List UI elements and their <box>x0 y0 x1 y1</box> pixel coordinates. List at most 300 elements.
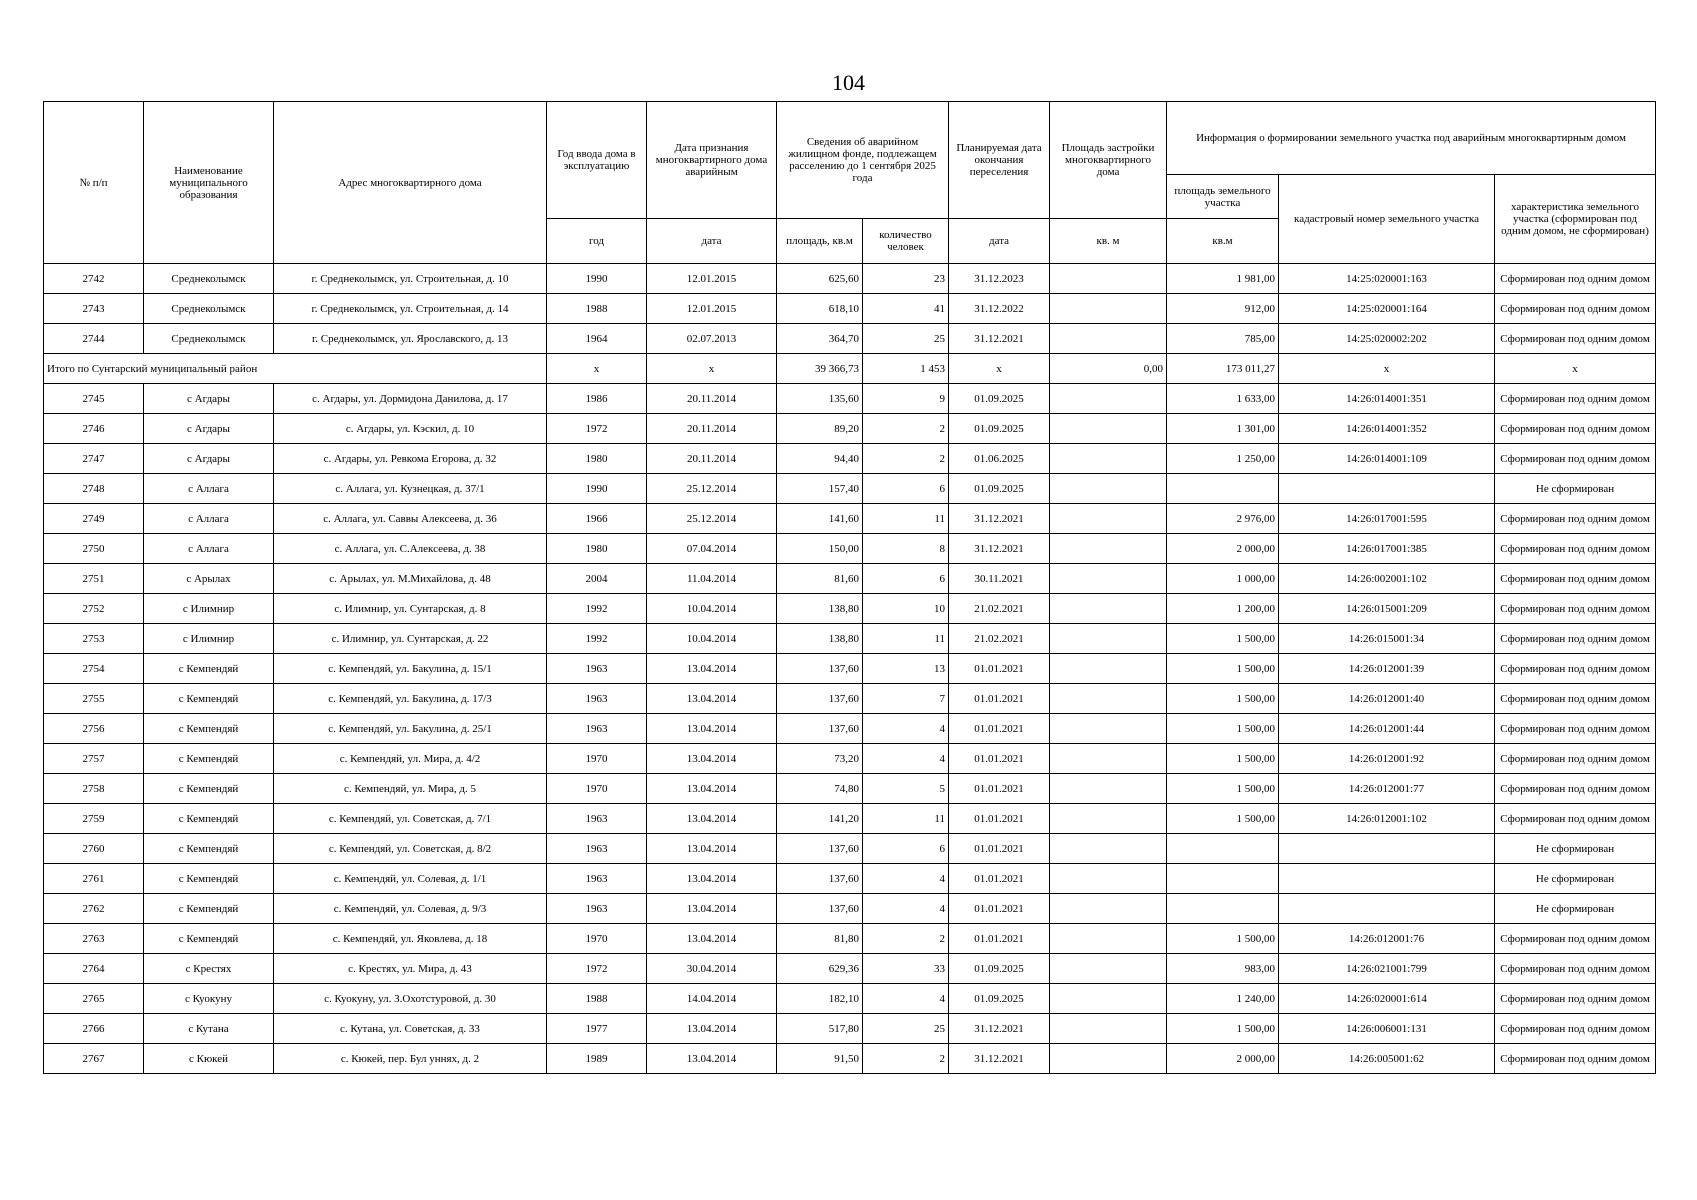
cell-building-area <box>1050 924 1167 954</box>
cell-address: с. Кемпендяй, ул. Солевая, д. 9/3 <box>274 894 547 924</box>
cell-number: 2765 <box>44 984 144 1014</box>
cell-land-area: 1 500,00 <box>1167 684 1279 714</box>
cell-address: г. Среднеколымск, ул. Строительная, д. 14 <box>274 294 547 324</box>
cell-emergency-date: 13.04.2014 <box>647 654 777 684</box>
cell-number: 2742 <box>44 264 144 294</box>
cell-number: 2758 <box>44 774 144 804</box>
cell-land-char: Сформирован под одним домом <box>1495 1044 1656 1074</box>
cell-municipality: с Арылах <box>144 564 274 594</box>
cell-people: 5 <box>863 774 949 804</box>
cell-municipality: с Кемпендяй <box>144 834 274 864</box>
cell-municipality: с Кемпендяй <box>144 864 274 894</box>
cell-planned-date: 01.01.2021 <box>949 654 1050 684</box>
cell-people: 2 <box>863 924 949 954</box>
cell-area: 73,20 <box>777 744 863 774</box>
cell-address: с. Аллага, ул. С.Алексеева, д. 38 <box>274 534 547 564</box>
cell-number: 2761 <box>44 864 144 894</box>
cell-land-char: Сформирован под одним домом <box>1495 294 1656 324</box>
cell-land-char: Сформирован под одним домом <box>1495 774 1656 804</box>
cell-area: 94,40 <box>777 444 863 474</box>
cell-municipality: с Крестях <box>144 954 274 984</box>
cell-emergency-date: 13.04.2014 <box>647 894 777 924</box>
summary-section <box>44 354 1656 384</box>
cell-building-area <box>1050 384 1167 414</box>
cell-number: 2747 <box>44 444 144 474</box>
cell-people: 2 <box>863 444 949 474</box>
cell-area: 74,80 <box>777 774 863 804</box>
table-row <box>44 684 1656 714</box>
cell-number: 2751 <box>44 564 144 594</box>
table-row <box>44 954 1656 984</box>
cell-people: 11 <box>863 624 949 654</box>
unit-area: площадь, кв.м <box>777 219 863 264</box>
cell-cadastral: 14:26:017001:595 <box>1279 504 1495 534</box>
summary-area: 39 366,73 <box>777 354 863 384</box>
cell-land-area: 1 500,00 <box>1167 924 1279 954</box>
cell-people: 33 <box>863 954 949 984</box>
cell-planned-date: 01.01.2021 <box>949 744 1050 774</box>
cell-year: 1990 <box>547 474 647 504</box>
cell-address: с. Агдары, ул. Ревкома Егорова, д. 32 <box>274 444 547 474</box>
cell-land-char: Сформирован под одним домом <box>1495 504 1656 534</box>
cell-address: с. Кемпендяй, ул. Солевая, д. 1/1 <box>274 864 547 894</box>
cell-land-char: Сформирован под одним домом <box>1495 804 1656 834</box>
cell-land-char: Сформирован под одним домом <box>1495 624 1656 654</box>
cell-area: 137,60 <box>777 654 863 684</box>
cell-municipality: с Кемпендяй <box>144 684 274 714</box>
table-row <box>44 1044 1656 1074</box>
cell-building-area <box>1050 534 1167 564</box>
cell-area: 625,60 <box>777 264 863 294</box>
cell-people: 4 <box>863 864 949 894</box>
summary-cadastral: x <box>1279 354 1495 384</box>
cell-address: с. Кемпендяй, ул. Яковлева, д. 18 <box>274 924 547 954</box>
cell-address: с. Илимнир, ул. Сунтарская, д. 8 <box>274 594 547 624</box>
cell-planned-date: 31.12.2022 <box>949 294 1050 324</box>
cell-year: 1986 <box>547 384 647 414</box>
table-row <box>44 924 1656 954</box>
cell-number: 2762 <box>44 894 144 924</box>
cell-address: с. Агдары, ул. Кэскил, д. 10 <box>274 414 547 444</box>
unit-building-sqm: кв. м <box>1050 219 1167 264</box>
cell-planned-date: 01.09.2025 <box>949 384 1050 414</box>
unit-year: год <box>547 219 647 264</box>
summary-row <box>44 354 1656 384</box>
cell-building-area <box>1050 504 1167 534</box>
cell-cadastral: 14:26:014001:109 <box>1279 444 1495 474</box>
cell-number: 2749 <box>44 504 144 534</box>
cell-land-area <box>1167 894 1279 924</box>
cell-cadastral <box>1279 894 1495 924</box>
cell-people: 4 <box>863 714 949 744</box>
cell-building-area <box>1050 654 1167 684</box>
cell-number: 2767 <box>44 1044 144 1074</box>
table-row <box>44 834 1656 864</box>
cell-planned-date: 31.12.2021 <box>949 324 1050 354</box>
unit-people: количество человек <box>863 219 949 264</box>
cell-planned-date: 01.01.2021 <box>949 684 1050 714</box>
cell-municipality: с Илимнир <box>144 594 274 624</box>
header-land-area: площадь земельного участка <box>1167 175 1279 219</box>
table-row <box>44 384 1656 414</box>
cell-emergency-date: 20.11.2014 <box>647 384 777 414</box>
table-row <box>44 444 1656 474</box>
cell-emergency-date: 25.12.2014 <box>647 474 777 504</box>
cell-area: 137,60 <box>777 684 863 714</box>
summary-plan: x <box>949 354 1050 384</box>
cell-emergency-date: 11.04.2014 <box>647 564 777 594</box>
summary-building-area: 0,00 <box>1050 354 1167 384</box>
cell-year: 1966 <box>547 504 647 534</box>
cell-cadastral <box>1279 474 1495 504</box>
cell-cadastral: 14:25:020001:163 <box>1279 264 1495 294</box>
cell-land-char: Сформирован под одним домом <box>1495 924 1656 954</box>
cell-year: 2004 <box>547 564 647 594</box>
cell-planned-date: 01.06.2025 <box>949 444 1050 474</box>
cell-emergency-date: 10.04.2014 <box>647 624 777 654</box>
cell-municipality: с Кемпендяй <box>144 654 274 684</box>
cell-land-area: 1 200,00 <box>1167 594 1279 624</box>
cell-land-char: Сформирован под одним домом <box>1495 534 1656 564</box>
cell-municipality: с Аллага <box>144 504 274 534</box>
table-row <box>44 654 1656 684</box>
cell-people: 9 <box>863 384 949 414</box>
unit-land-sqm: кв.м <box>1167 219 1279 264</box>
table-row <box>44 774 1656 804</box>
cell-land-char: Сформирован под одним домом <box>1495 384 1656 414</box>
cell-year: 1963 <box>547 654 647 684</box>
emergency-housing-table <box>43 101 1656 1074</box>
cell-people: 6 <box>863 474 949 504</box>
summary-char: x <box>1495 354 1656 384</box>
cell-municipality: с Кемпендяй <box>144 744 274 774</box>
cell-planned-date: 31.12.2021 <box>949 504 1050 534</box>
cell-area: 150,00 <box>777 534 863 564</box>
cell-building-area <box>1050 714 1167 744</box>
cell-people: 11 <box>863 504 949 534</box>
cell-cadastral: 14:26:020001:614 <box>1279 984 1495 1014</box>
cell-cadastral: 14:26:005001:62 <box>1279 1044 1495 1074</box>
table-row <box>44 414 1656 444</box>
header-num: № п/п <box>44 102 144 264</box>
cell-year: 1990 <box>547 264 647 294</box>
cell-emergency-date: 13.04.2014 <box>647 834 777 864</box>
cell-land-area: 1 250,00 <box>1167 444 1279 474</box>
header-municipality: Наименование муниципального образования <box>144 102 274 264</box>
cell-municipality: с Аллага <box>144 474 274 504</box>
cell-year: 1963 <box>547 834 647 864</box>
cell-area: 629,36 <box>777 954 863 984</box>
cell-people: 4 <box>863 984 949 1014</box>
cell-planned-date: 01.01.2021 <box>949 894 1050 924</box>
cell-year: 1980 <box>547 444 647 474</box>
cell-land-char: Сформирован под одним домом <box>1495 564 1656 594</box>
cell-planned-date: 01.01.2021 <box>949 714 1050 744</box>
table-row <box>44 264 1656 294</box>
cell-address: с. Кемпендяй, ул. Мира, д. 5 <box>274 774 547 804</box>
cell-emergency-date: 07.04.2014 <box>647 534 777 564</box>
cell-municipality: с Куокуну <box>144 984 274 1014</box>
cell-year: 1963 <box>547 894 647 924</box>
cell-planned-date: 01.09.2025 <box>949 954 1050 984</box>
cell-people: 11 <box>863 804 949 834</box>
cell-planned-date: 01.09.2025 <box>949 414 1050 444</box>
cell-area: 137,60 <box>777 864 863 894</box>
cell-emergency-date: 12.01.2015 <box>647 264 777 294</box>
cell-land-area: 1 500,00 <box>1167 774 1279 804</box>
cell-cadastral: 14:26:015001:34 <box>1279 624 1495 654</box>
table-row <box>44 474 1656 504</box>
cell-area: 138,80 <box>777 624 863 654</box>
cell-year: 1972 <box>547 954 647 984</box>
cell-municipality: Среднеколымск <box>144 294 274 324</box>
cell-people: 2 <box>863 1044 949 1074</box>
summary-year: x <box>547 354 647 384</box>
unit-planned-date: дата <box>949 219 1050 264</box>
cell-building-area <box>1050 894 1167 924</box>
cell-cadastral <box>1279 834 1495 864</box>
cell-year: 1963 <box>547 804 647 834</box>
cell-area: 141,20 <box>777 804 863 834</box>
cell-building-area <box>1050 1044 1167 1074</box>
cell-area: 182,10 <box>777 984 863 1014</box>
cell-land-char: Сформирован под одним домом <box>1495 414 1656 444</box>
cell-emergency-date: 20.11.2014 <box>647 444 777 474</box>
header-land-info: Информация о формировании земельного участка под аварийным многоквартирным домом <box>1167 102 1656 175</box>
table-row <box>44 534 1656 564</box>
header-building-area: Площадь застройки многоквартирного дома <box>1050 102 1167 219</box>
cell-land-char: Сформирован под одним домом <box>1495 444 1656 474</box>
cell-address: г. Среднеколымск, ул. Строительная, д. 10 <box>274 264 547 294</box>
cell-cadastral: 14:26:012001:76 <box>1279 924 1495 954</box>
cell-land-char: Сформирован под одним домом <box>1495 594 1656 624</box>
cell-year: 1972 <box>547 414 647 444</box>
cell-address: с. Куокуну, ул. З.Охотстуровой, д. 30 <box>274 984 547 1014</box>
table-row <box>44 984 1656 1014</box>
cell-area: 137,60 <box>777 834 863 864</box>
cell-land-char: Сформирован под одним домом <box>1495 324 1656 354</box>
cell-number: 2760 <box>44 834 144 864</box>
cell-municipality: Среднеколымск <box>144 324 274 354</box>
cell-emergency-date: 13.04.2014 <box>647 1014 777 1044</box>
cell-address: с. Крестях, ул. Мира, д. 43 <box>274 954 547 984</box>
cell-land-area: 1 240,00 <box>1167 984 1279 1014</box>
cell-year: 1988 <box>547 984 647 1014</box>
cell-number: 2753 <box>44 624 144 654</box>
table-body-after <box>44 384 1656 1074</box>
header-year-built: Год ввода дома в эксплуатацию <box>547 102 647 219</box>
cell-emergency-date: 30.04.2014 <box>647 954 777 984</box>
cell-year: 1964 <box>547 324 647 354</box>
table-header <box>44 102 1656 264</box>
cell-land-char: Не сформирован <box>1495 474 1656 504</box>
cell-address: с. Кемпендяй, ул. Бакулина, д. 25/1 <box>274 714 547 744</box>
cell-building-area <box>1050 324 1167 354</box>
cell-address: с. Аллага, ул. Саввы Алексеева, д. 36 <box>274 504 547 534</box>
cell-land-char: Сформирован под одним домом <box>1495 684 1656 714</box>
cell-land-char: Сформирован под одним домом <box>1495 264 1656 294</box>
table-row <box>44 564 1656 594</box>
summary-date: x <box>647 354 777 384</box>
cell-people: 10 <box>863 594 949 624</box>
cell-number: 2756 <box>44 714 144 744</box>
cell-land-area: 1 981,00 <box>1167 264 1279 294</box>
summary-people: 1 453 <box>863 354 949 384</box>
cell-municipality: с Кюкей <box>144 1044 274 1074</box>
cell-land-area: 1 301,00 <box>1167 414 1279 444</box>
cell-municipality: с Кутана <box>144 1014 274 1044</box>
cell-people: 25 <box>863 324 949 354</box>
cell-land-char: Не сформирован <box>1495 834 1656 864</box>
cell-planned-date: 31.12.2021 <box>949 1044 1050 1074</box>
cell-address: с. Илимнир, ул. Сунтарская, д. 22 <box>274 624 547 654</box>
cell-land-char: Сформирован под одним домом <box>1495 654 1656 684</box>
cell-area: 364,70 <box>777 324 863 354</box>
cell-municipality: Среднеколымск <box>144 264 274 294</box>
cell-area: 138,80 <box>777 594 863 624</box>
cell-land-char: Сформирован под одним домом <box>1495 954 1656 984</box>
cell-building-area <box>1050 774 1167 804</box>
cell-cadastral: 14:25:020001:164 <box>1279 294 1495 324</box>
cell-planned-date: 31.12.2021 <box>949 534 1050 564</box>
cell-land-area: 1 500,00 <box>1167 744 1279 774</box>
cell-municipality: с Агдары <box>144 414 274 444</box>
cell-land-area: 1 500,00 <box>1167 714 1279 744</box>
cell-number: 2759 <box>44 804 144 834</box>
cell-planned-date: 30.11.2021 <box>949 564 1050 594</box>
cell-area: 81,80 <box>777 924 863 954</box>
cell-building-area <box>1050 1014 1167 1044</box>
cell-land-area: 1 500,00 <box>1167 804 1279 834</box>
cell-area: 141,60 <box>777 504 863 534</box>
cell-year: 1977 <box>547 1014 647 1044</box>
cell-land-area: 1 000,00 <box>1167 564 1279 594</box>
header-planned-date: Планируемая дата окончания переселения <box>949 102 1050 219</box>
cell-emergency-date: 12.01.2015 <box>647 294 777 324</box>
cell-people: 4 <box>863 744 949 774</box>
cell-number: 2750 <box>44 534 144 564</box>
summary-label: Итого по Сунтарский муниципальный район <box>44 354 547 384</box>
cell-municipality: с Кемпендяй <box>144 894 274 924</box>
table-row <box>44 624 1656 654</box>
cell-cadastral: 14:26:012001:92 <box>1279 744 1495 774</box>
table-row <box>44 714 1656 744</box>
cell-cadastral: 14:26:012001:77 <box>1279 774 1495 804</box>
cell-building-area <box>1050 684 1167 714</box>
cell-number: 2752 <box>44 594 144 624</box>
cell-land-char: Сформирован под одним домом <box>1495 1014 1656 1044</box>
cell-number: 2744 <box>44 324 144 354</box>
cell-building-area <box>1050 954 1167 984</box>
cell-area: 137,60 <box>777 894 863 924</box>
cell-address: с. Кемпендяй, ул. Бакулина, д. 15/1 <box>274 654 547 684</box>
cell-planned-date: 31.12.2021 <box>949 1014 1050 1044</box>
cell-cadastral: 14:26:014001:351 <box>1279 384 1495 414</box>
cell-emergency-date: 13.04.2014 <box>647 684 777 714</box>
cell-emergency-date: 13.04.2014 <box>647 774 777 804</box>
cell-cadastral: 14:26:021001:799 <box>1279 954 1495 984</box>
table-body-before <box>44 264 1656 354</box>
cell-area: 157,40 <box>777 474 863 504</box>
cell-building-area <box>1050 864 1167 894</box>
cell-emergency-date: 13.04.2014 <box>647 744 777 774</box>
table-row <box>44 504 1656 534</box>
cell-area: 81,60 <box>777 564 863 594</box>
cell-area: 137,60 <box>777 714 863 744</box>
cell-number: 2746 <box>44 414 144 444</box>
cell-planned-date: 31.12.2023 <box>949 264 1050 294</box>
cell-planned-date: 01.01.2021 <box>949 864 1050 894</box>
cell-planned-date: 01.09.2025 <box>949 984 1050 1014</box>
cell-building-area <box>1050 594 1167 624</box>
cell-building-area <box>1050 834 1167 864</box>
cell-cadastral: 14:26:012001:102 <box>1279 804 1495 834</box>
cell-cadastral: 14:25:020002:202 <box>1279 324 1495 354</box>
cell-land-area: 785,00 <box>1167 324 1279 354</box>
cell-people: 4 <box>863 894 949 924</box>
header-emergency-date: Дата признания многоквартирного дома аварийным <box>647 102 777 219</box>
cell-land-area: 2 976,00 <box>1167 504 1279 534</box>
cell-number: 2757 <box>44 744 144 774</box>
table-row <box>44 1014 1656 1044</box>
table-row <box>44 594 1656 624</box>
cell-municipality: с Агдары <box>144 444 274 474</box>
cell-land-char: Сформирован под одним домом <box>1495 984 1656 1014</box>
cell-number: 2766 <box>44 1014 144 1044</box>
cell-building-area <box>1050 624 1167 654</box>
cell-year: 1963 <box>547 864 647 894</box>
cell-address: с. Кемпендяй, ул. Советская, д. 8/2 <box>274 834 547 864</box>
cell-address: с. Арылах, ул. М.Михайлова, д. 48 <box>274 564 547 594</box>
cell-land-char: Не сформирован <box>1495 894 1656 924</box>
cell-planned-date: 21.02.2021 <box>949 594 1050 624</box>
cell-people: 23 <box>863 264 949 294</box>
cell-area: 91,50 <box>777 1044 863 1074</box>
cell-land-area: 1 500,00 <box>1167 624 1279 654</box>
cell-planned-date: 21.02.2021 <box>949 624 1050 654</box>
cell-address: с. Кемпендяй, ул. Советская, д. 7/1 <box>274 804 547 834</box>
cell-number: 2764 <box>44 954 144 984</box>
cell-emergency-date: 14.04.2014 <box>647 984 777 1014</box>
table-row <box>44 744 1656 774</box>
cell-land-area: 1 633,00 <box>1167 384 1279 414</box>
cell-emergency-date: 02.07.2013 <box>647 324 777 354</box>
cell-year: 1992 <box>547 594 647 624</box>
cell-year: 1970 <box>547 744 647 774</box>
cell-municipality: с Кемпендяй <box>144 714 274 744</box>
cell-land-area: 983,00 <box>1167 954 1279 984</box>
cell-land-area: 2 000,00 <box>1167 1044 1279 1074</box>
cell-cadastral: 14:26:012001:40 <box>1279 684 1495 714</box>
cell-number: 2745 <box>44 384 144 414</box>
table-row <box>44 804 1656 834</box>
cell-land-area: 2 000,00 <box>1167 534 1279 564</box>
cell-cadastral: 14:26:006001:131 <box>1279 1014 1495 1044</box>
cell-building-area <box>1050 744 1167 774</box>
cell-building-area <box>1050 984 1167 1014</box>
cell-emergency-date: 13.04.2014 <box>647 924 777 954</box>
cell-building-area <box>1050 444 1167 474</box>
cell-planned-date: 01.01.2021 <box>949 924 1050 954</box>
cell-building-area <box>1050 474 1167 504</box>
cell-year: 1963 <box>547 684 647 714</box>
cell-number: 2755 <box>44 684 144 714</box>
cell-municipality: с Кемпендяй <box>144 774 274 804</box>
cell-people: 7 <box>863 684 949 714</box>
cell-emergency-date: 20.11.2014 <box>647 414 777 444</box>
cell-emergency-date: 13.04.2014 <box>647 1044 777 1074</box>
table-row <box>44 324 1656 354</box>
